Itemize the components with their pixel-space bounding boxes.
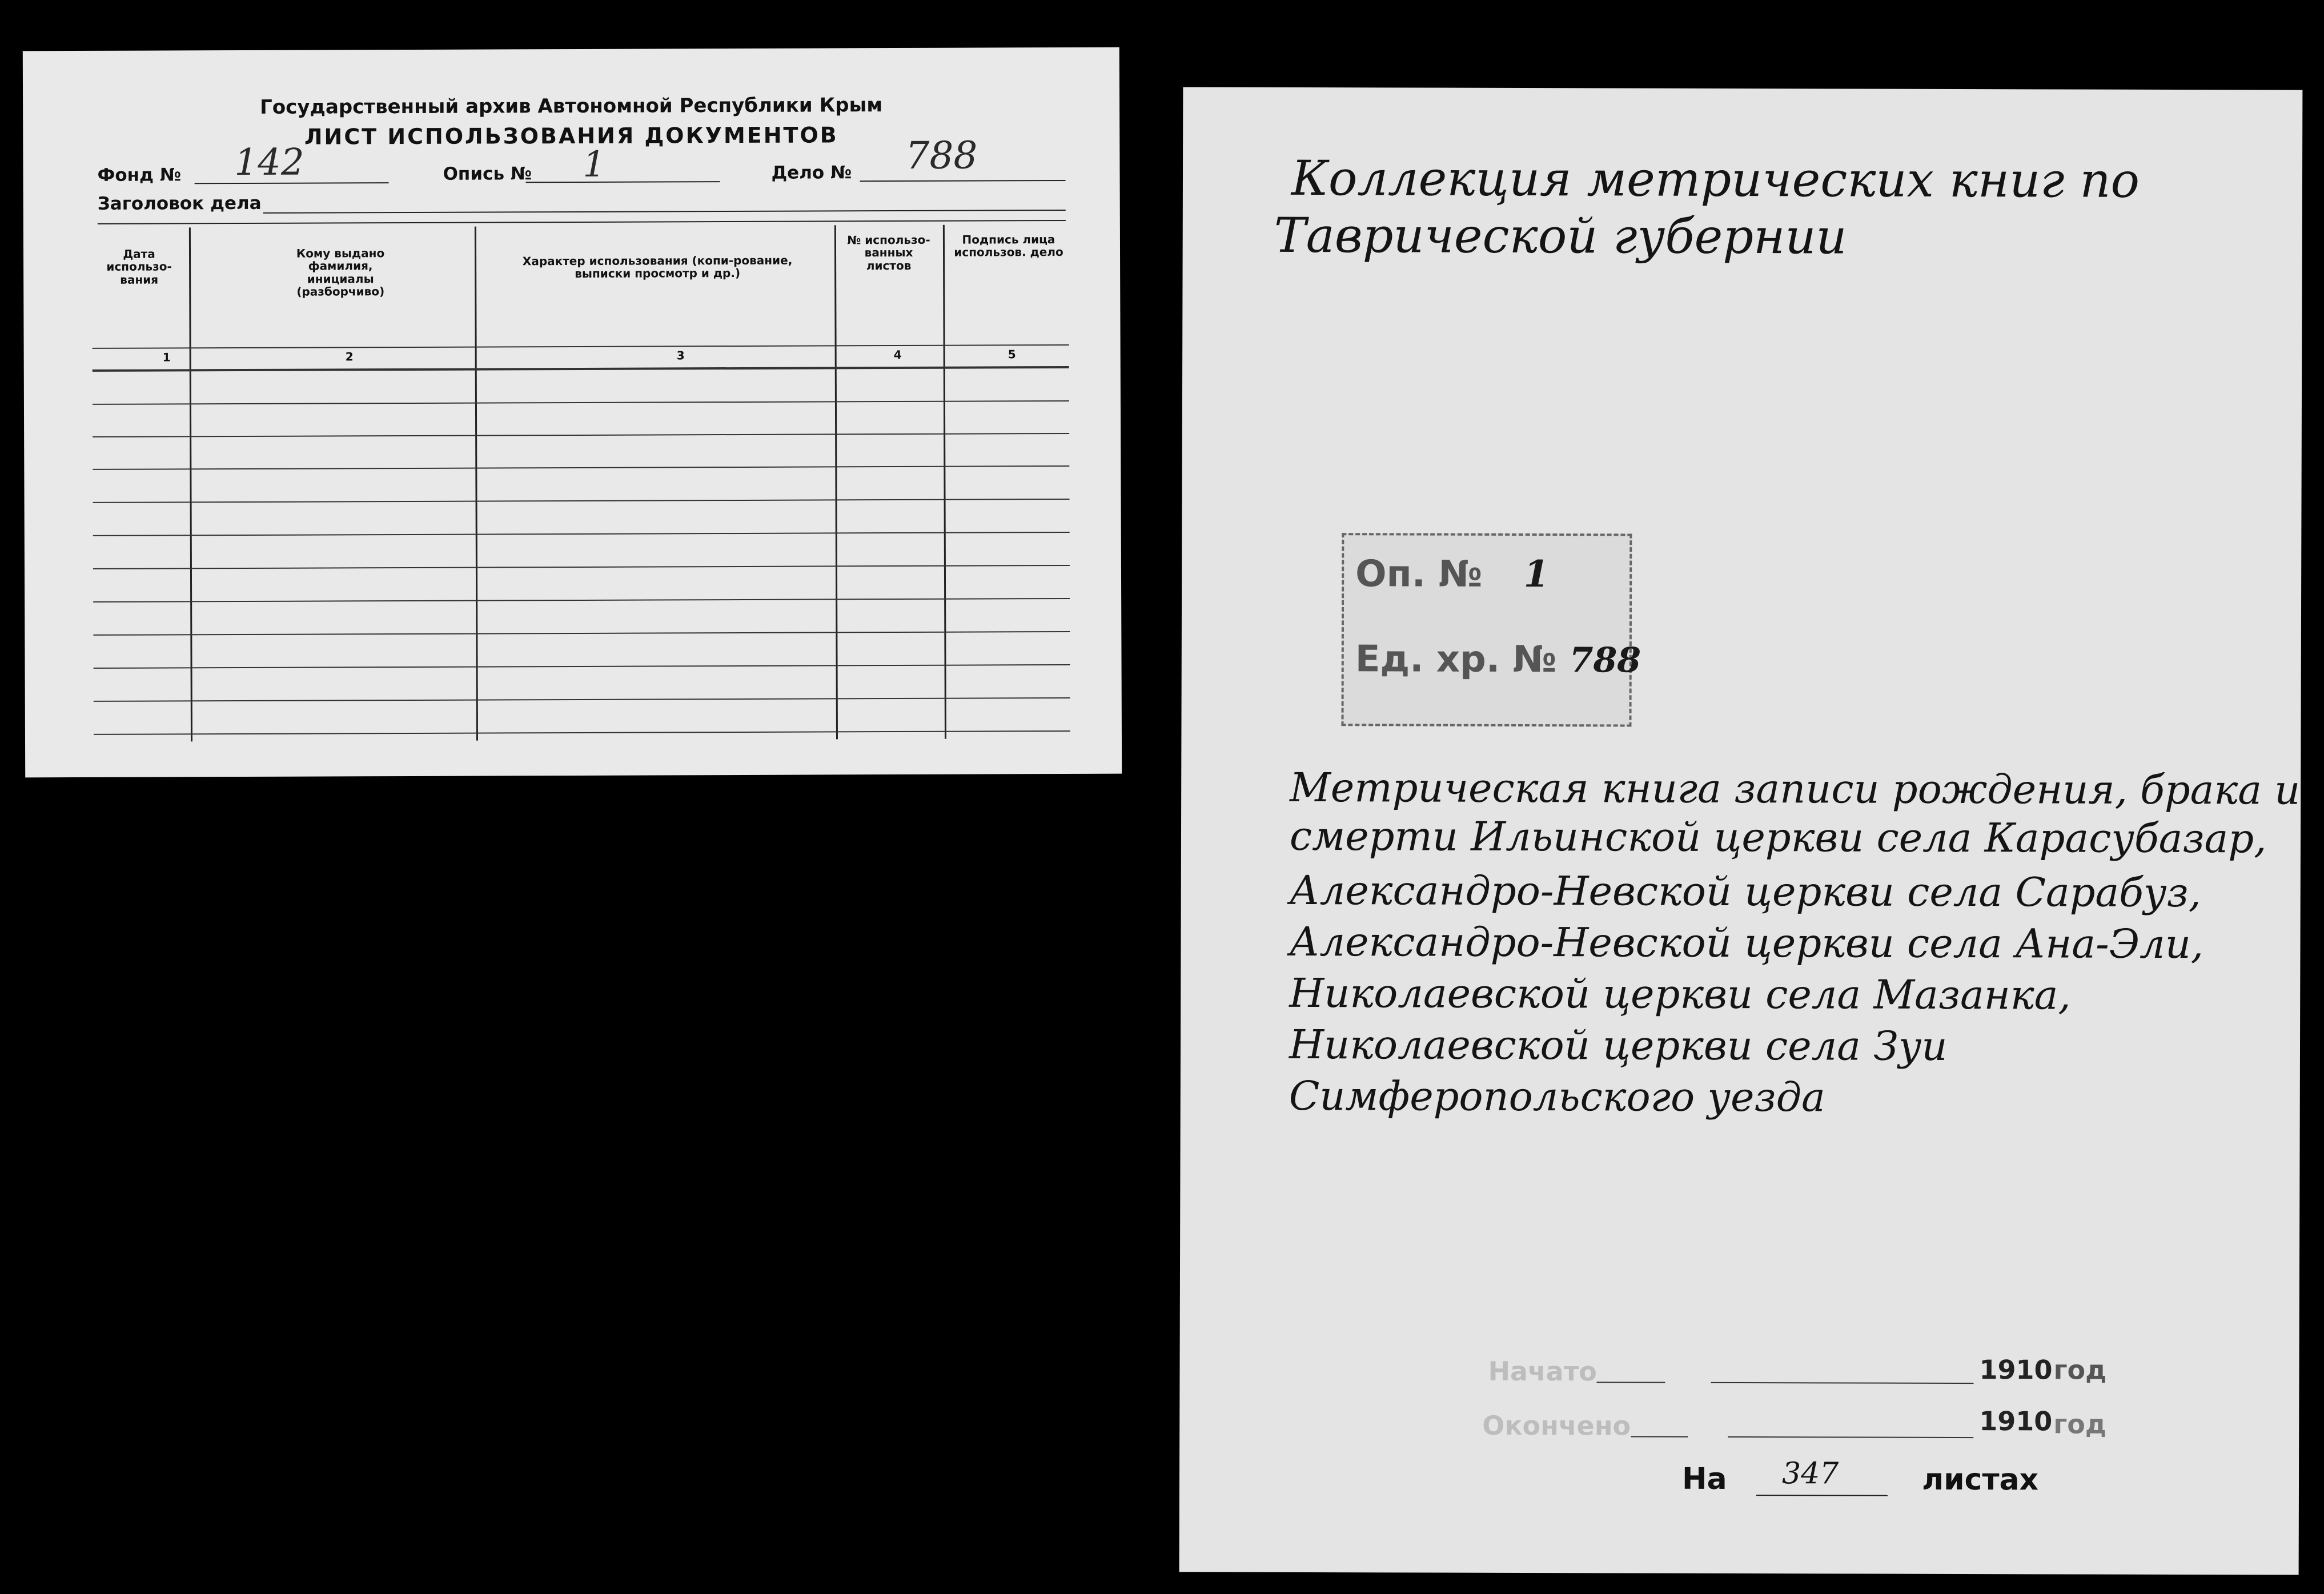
archive-stamp bbox=[1341, 533, 1641, 726]
begun-month-line bbox=[1711, 1382, 1973, 1384]
table-row-line bbox=[94, 664, 1070, 669]
stamp-op-row bbox=[1355, 552, 1549, 596]
usage-form-sheet bbox=[23, 47, 1122, 778]
col-num-4: 4 bbox=[893, 347, 902, 362]
table-row-line bbox=[93, 532, 1070, 536]
description-line-5: Николаевской церкви села Мазанка, bbox=[1289, 969, 2071, 1019]
delo-underline bbox=[860, 180, 1066, 182]
fond-value: 142 bbox=[234, 141, 304, 184]
description-line-1: Метрическая книга записи рождения, брака и bbox=[1290, 764, 2301, 814]
table-row-line bbox=[93, 499, 1070, 503]
stamp-op-label: Оп. № bbox=[1355, 553, 1483, 596]
table-row-line bbox=[94, 730, 1070, 735]
begun-god: год bbox=[2053, 1354, 2107, 1386]
numbers-bottom-line bbox=[93, 366, 1069, 372]
form-title: ЛИСТ ИСПОЛЬЗОВАНИЯ ДОКУМЕНТОВ bbox=[304, 122, 838, 150]
description-line-3: Александро-Невской церкви села Сарабуз, bbox=[1289, 866, 2202, 917]
opis-value: 1 bbox=[583, 143, 606, 185]
ended-god: год bbox=[2053, 1408, 2107, 1440]
table-row-line bbox=[93, 565, 1070, 569]
ended-label: Окончено bbox=[1482, 1410, 1631, 1442]
table-row-line bbox=[93, 400, 1069, 405]
opis-label: Опись № bbox=[443, 163, 532, 184]
heading-underline-2 bbox=[98, 220, 1066, 224]
ended-month-line bbox=[1728, 1436, 1973, 1438]
col-header-issued-to: Кому выдано фамилия, инициалы (разборчиво) bbox=[296, 246, 385, 299]
ended-year: 1910 bbox=[1979, 1406, 2053, 1437]
sheets-underline bbox=[1756, 1495, 1888, 1496]
delo-value: 788 bbox=[905, 133, 978, 178]
table-row-line bbox=[93, 433, 1069, 437]
heading-label: Заголовок дела bbox=[97, 192, 262, 214]
cover-sheet bbox=[1179, 87, 2303, 1575]
col-header-signature: Подпись лица использов. дело bbox=[954, 232, 1063, 260]
table-col-divider-4 bbox=[943, 225, 946, 739]
delo-label: Дело № bbox=[771, 162, 852, 183]
description-line-6: Николаевской церкви села Зуи bbox=[1289, 1021, 1948, 1070]
table-row-line bbox=[93, 631, 1070, 636]
stamp-ed-label: Ед. хр. № bbox=[1355, 638, 1557, 681]
ended-day-line bbox=[1631, 1436, 1688, 1437]
begun-year: 1910 bbox=[1979, 1354, 2053, 1386]
opis-underline bbox=[526, 181, 720, 183]
table-col-divider-3 bbox=[834, 225, 838, 739]
collection-line-1: Коллекция метрических книг по bbox=[1291, 150, 2140, 208]
heading-underline-1 bbox=[263, 210, 1066, 214]
description-line-4: Александро-Невской церкви села Ана-Эли, bbox=[1289, 918, 2204, 968]
begun-label: Начато bbox=[1488, 1355, 1598, 1387]
stamp-op-value: 1 bbox=[1523, 553, 1550, 596]
col-num-5: 5 bbox=[1008, 347, 1016, 362]
stamp-ed-row bbox=[1355, 638, 1641, 681]
stamp-ed-value: 788 bbox=[1569, 640, 1641, 681]
sheets-on-label: На bbox=[1681, 1461, 1727, 1496]
sheets-label: листах bbox=[1921, 1462, 2039, 1497]
archive-name: Государственный архив Автономной Республики Крым bbox=[260, 94, 883, 119]
col-header-date: Дата использо-вания bbox=[106, 247, 172, 287]
table-row-line bbox=[93, 465, 1069, 470]
description-line-7: Симферопольского уезда bbox=[1289, 1072, 1825, 1121]
header-bottom-line bbox=[93, 344, 1069, 349]
col-header-sheets-used: № использо-ванных листов bbox=[847, 232, 930, 272]
sheets-value: 347 bbox=[1781, 1456, 1839, 1491]
collection-line-2: Таврической губернии bbox=[1274, 207, 1847, 265]
table-col-divider-1 bbox=[189, 227, 192, 741]
begun-day-line bbox=[1596, 1382, 1665, 1383]
table-row-line bbox=[94, 697, 1070, 702]
table-row-line bbox=[93, 598, 1070, 603]
description-line-2: смерти Ильинской церкви села Карасубазар, bbox=[1289, 812, 2267, 862]
col-num-2: 2 bbox=[345, 350, 354, 364]
fond-label: Фонд № bbox=[97, 164, 182, 186]
table-col-divider-2 bbox=[475, 227, 478, 741]
col-header-usage-type: Характер использования (копи-рование, выписки просмотр и др.) bbox=[522, 253, 793, 281]
col-num-1: 1 bbox=[162, 350, 171, 364]
col-num-3: 3 bbox=[676, 348, 685, 363]
